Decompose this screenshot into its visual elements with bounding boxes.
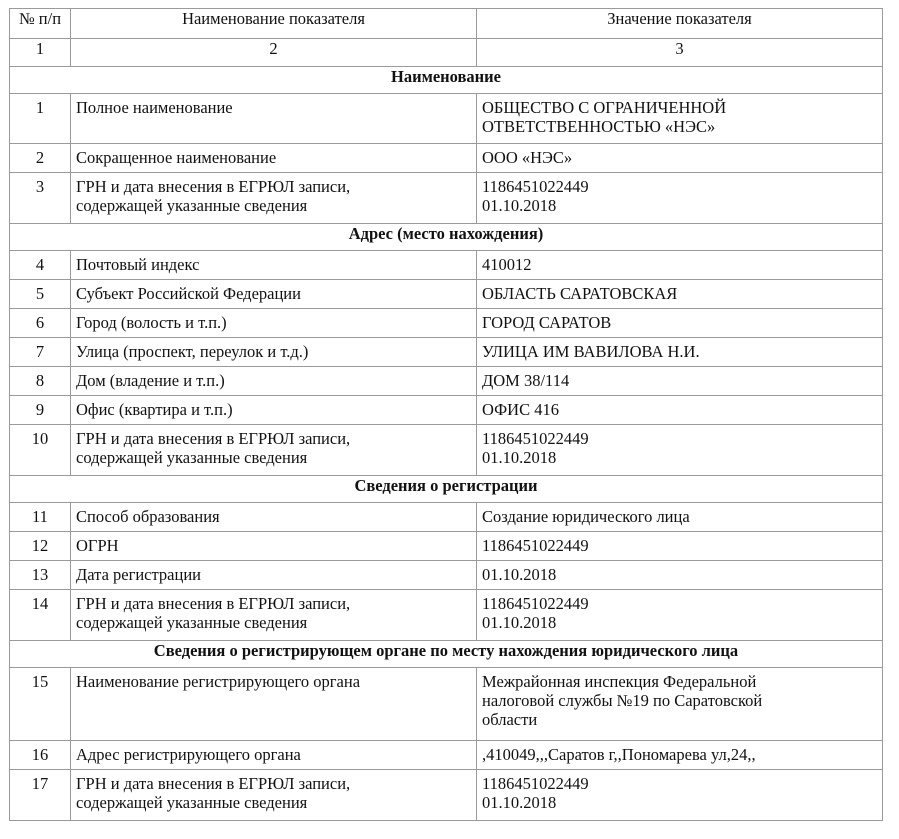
row-number: 12 — [10, 532, 71, 561]
section-title: Адрес (место нахождения) — [10, 224, 883, 251]
indicator-value: ООО «НЭС» — [477, 144, 883, 173]
col-number-1: 1 — [10, 39, 71, 67]
indicator-value: ОФИС 416 — [477, 396, 883, 425]
row-number: 3 — [10, 173, 71, 224]
row-number: 16 — [10, 741, 71, 770]
col-name-header: Наименование показателя — [71, 9, 477, 39]
col-number-3: 3 — [477, 39, 883, 67]
indicator-name: ГРН и дата внесения в ЕГРЮЛ записи, содержащей указанные сведения — [71, 425, 477, 476]
indicator-name: Офис (квартира и т.п.) — [71, 396, 477, 425]
indicator-value: 1186451022449 01.10.2018 — [477, 770, 883, 821]
row-number: 2 — [10, 144, 71, 173]
indicator-name: ГРН и дата внесения в ЕГРЮЛ записи, содержащей указанные сведения — [71, 590, 477, 641]
col-number-2: 2 — [71, 39, 477, 67]
table-row — [10, 173, 883, 224]
indicator-value: Межрайонная инспекция Федеральной налоговой службы №19 по Саратовской области — [477, 668, 883, 741]
indicator-value: ОБЩЕСТВО С ОГРАНИЧЕННОЙ ОТВЕТСТВЕННОСТЬЮ «НЭС» — [477, 94, 883, 144]
table-row — [10, 367, 883, 396]
header-row — [10, 9, 883, 39]
section-row — [10, 476, 883, 503]
section-title: Сведения о регистрации — [10, 476, 883, 503]
column-number-row — [10, 39, 883, 67]
row-number: 8 — [10, 367, 71, 396]
indicator-name: Город (волость и т.п.) — [71, 309, 477, 338]
row-number: 17 — [10, 770, 71, 821]
indicator-value: ОБЛАСТЬ САРАТОВСКАЯ — [477, 280, 883, 309]
indicator-name: Улица (проспект, переулок и т.д.) — [71, 338, 477, 367]
table-row — [10, 741, 883, 770]
table-row — [10, 144, 883, 173]
indicator-value: ГОРОД САРАТОВ — [477, 309, 883, 338]
row-number: 4 — [10, 251, 71, 280]
row-number: 7 — [10, 338, 71, 367]
row-number: 15 — [10, 668, 71, 741]
indicator-name: Полное наименование — [71, 94, 477, 144]
indicator-value: 410012 — [477, 251, 883, 280]
indicator-value: 1186451022449 — [477, 532, 883, 561]
row-number: 13 — [10, 561, 71, 590]
table-row — [10, 94, 883, 144]
indicator-value: ДОМ 38/114 — [477, 367, 883, 396]
table-row — [10, 503, 883, 532]
section-row — [10, 67, 883, 94]
row-number: 1 — [10, 94, 71, 144]
section-title: Сведения о регистрирующем органе по месту нахождения юридического лица — [10, 641, 883, 668]
indicator-value: УЛИЦА ИМ ВАВИЛОВА Н.И. — [477, 338, 883, 367]
indicator-name: ОГРН — [71, 532, 477, 561]
table-row — [10, 280, 883, 309]
indicator-name: Дом (владение и т.п.) — [71, 367, 477, 396]
col-num-header: № п/п — [10, 9, 71, 39]
indicator-value: 1186451022449 01.10.2018 — [477, 425, 883, 476]
indicator-name: Адрес регистрирующего органа — [71, 741, 477, 770]
indicator-name: Дата регистрации — [71, 561, 477, 590]
indicator-value: 1186451022449 01.10.2018 — [477, 173, 883, 224]
row-number: 11 — [10, 503, 71, 532]
table-row — [10, 561, 883, 590]
table-row — [10, 251, 883, 280]
indicator-value: Создание юридического лица — [477, 503, 883, 532]
row-number: 14 — [10, 590, 71, 641]
table-row — [10, 770, 883, 821]
indicator-name: Способ образования — [71, 503, 477, 532]
table-row — [10, 338, 883, 367]
section-row — [10, 641, 883, 668]
table-row — [10, 590, 883, 641]
indicator-name: ГРН и дата внесения в ЕГРЮЛ записи, содержащей указанные сведения — [71, 770, 477, 821]
indicator-name: Почтовый индекс — [71, 251, 477, 280]
indicator-value: 01.10.2018 — [477, 561, 883, 590]
indicator-value: 1186451022449 01.10.2018 — [477, 590, 883, 641]
row-number: 5 — [10, 280, 71, 309]
section-title: Наименование — [10, 67, 883, 94]
egrul-table — [9, 8, 883, 821]
indicator-value: ,410049,,,Саратов г,,Пономарева ул,24,, — [477, 741, 883, 770]
section-row — [10, 224, 883, 251]
table-row — [10, 532, 883, 561]
indicator-name: Сокращенное наименование — [71, 144, 477, 173]
indicator-name: ГРН и дата внесения в ЕГРЮЛ записи, содержащей указанные сведения — [71, 173, 477, 224]
row-number: 9 — [10, 396, 71, 425]
table-row — [10, 396, 883, 425]
row-number: 6 — [10, 309, 71, 338]
table-row — [10, 425, 883, 476]
indicator-name: Наименование регистрирующего органа — [71, 668, 477, 741]
table-row — [10, 668, 883, 741]
indicator-name: Субъект Российской Федерации — [71, 280, 477, 309]
row-number: 10 — [10, 425, 71, 476]
table-row — [10, 309, 883, 338]
col-value-header: Значение показателя — [477, 9, 883, 39]
